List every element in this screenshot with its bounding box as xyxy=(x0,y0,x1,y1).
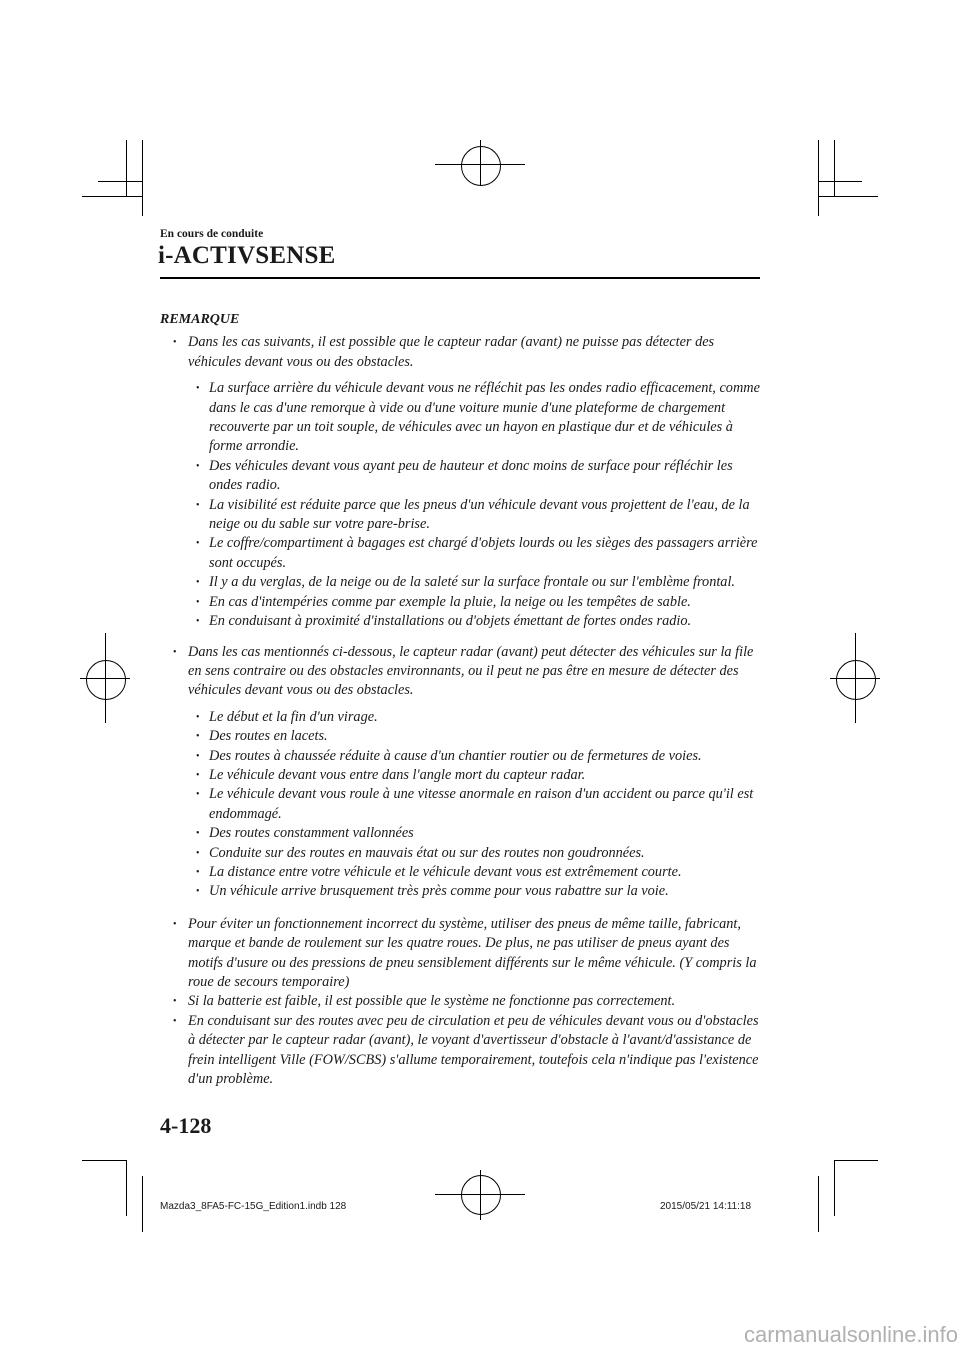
sub-list-item: • Des routes en lacets. xyxy=(188,727,762,746)
sub-list-item: • Il y a du verglas, de la neige ou de la saleté sur la surface frontale ou sur l'emblème frontal. xyxy=(188,573,762,592)
page-number: 4-128 xyxy=(160,1113,212,1138)
sub-list-item: • En cas d'intempéries comme par exemple la pluie, la neige ou les tempêtes de sable. xyxy=(188,593,762,612)
sub-list xyxy=(188,379,762,631)
sub-list-item: • La distance entre votre véhicule et le véhicule devant vous est extrêmement courte. xyxy=(188,863,762,882)
sub-list-item: • Le véhicule devant vous roule à une vitesse anormale en raison d'un accident ou parce qu'il est endommagé. xyxy=(188,785,762,824)
sub-list-item: • Des routes constamment vallonnées xyxy=(188,824,762,843)
sub-list-item: • Le coffre/compartiment à bagages est chargé d'objets lourds ou les sièges des passagers arrière sont occupés. xyxy=(188,534,762,573)
sub-list-item: • Le début et la fin d'un virage. xyxy=(188,708,762,727)
list-item-text: Dans les cas suivants, il est possible que le capteur radar (avant) ne puisse pas détecter des véhicules devant vous ou des obstacles. xyxy=(188,334,715,370)
note-heading: REMARQUE xyxy=(160,312,240,327)
note-block xyxy=(160,310,762,1089)
list-item-text: Dans les cas mentionnés ci-dessous, le capteur radar (avant) peut détecter des véhicules sur la file en sens contraire ou des obstacles environnants, ou il peut ne pas être en mesure de détecter des véhicules devant vous ou des obstacles. xyxy=(188,643,754,699)
sub-list-item: • En conduisant à proximité d'installations ou d'objets émettant de fortes ondes radio. xyxy=(188,612,762,631)
list-item: • Pour éviter un fonctionnement incorrect du système, utiliser des pneus de même taille, fabricant, marque et bande de roulement sur les quatre roues. De plus, ne pas utiliser de pneus ayant des motifs d'usure ou des pressions de pneu sensiblement différents sur le même véhicule. (Y compris la roue de secours temporaire) xyxy=(160,915,762,993)
chapter-title: i-ACTIVSENSE xyxy=(158,242,336,269)
sub-list-item: • La visibilité est réduite parce que les pneus d'un véhicule devant vous projettent de l'eau, de la neige ou du sable sur votre pare-brise. xyxy=(188,496,762,535)
sub-list-item: • Un véhicule arrive brusquement très près comme pour vous rabattre sur la voie. xyxy=(188,882,762,901)
watermark: carmanualsonline.info xyxy=(744,1322,959,1347)
list-item xyxy=(160,643,762,902)
sub-list-item: • Le véhicule devant vous entre dans l'angle mort du capteur radar. xyxy=(188,766,762,785)
section-label: En cours de conduite xyxy=(160,228,264,240)
sub-list-item: • Des véhicules devant vous ayant peu de hauteur et donc moins de surface pour réfléchir les ondes radio. xyxy=(188,457,762,496)
sub-list-item: • La surface arrière du véhicule devant vous ne réfléchit pas les ondes radio efficacement, comme dans le cas d'une remorque à vide ou d'une voiture munie d'une plateforme de chargement recouverte par un toit souple, de véhicules avec un hayon en plastique dur et de véhicules à forme arrondie. xyxy=(188,379,762,457)
file-info: Mazda3_8FA5-FC-15G_Edition1.indb 128 xyxy=(160,1201,347,1212)
sub-list-item: • Conduite sur des routes en mauvais état ou sur des routes non goudronnées. xyxy=(188,844,762,863)
title-rule xyxy=(160,277,760,279)
sub-list-item: • Des routes à chaussée réduite à cause d'un chantier routier ou de fermetures de voies. xyxy=(188,747,762,766)
note-list xyxy=(160,333,762,1089)
list-item: • Si la batterie est faible, il est possible que le système ne fonctionne pas correctement. xyxy=(160,992,762,1011)
list-item: • En conduisant sur des routes avec peu de circulation et peu de véhicules devant vous ou d'obstacles à détecter par le capteur radar (avant), le voyant d'avertisseur d'obstacle à l'avant/d'assistance de frein intelligent Ville (FOW/SCBS) s'allume temporairement, toutefois cela n'indique pas l'existence d'un problème. xyxy=(160,1012,762,1090)
sub-list xyxy=(188,708,762,902)
print-timestamp: 2015/05/21 14:11:18 xyxy=(660,1201,752,1212)
list-item xyxy=(160,333,762,631)
